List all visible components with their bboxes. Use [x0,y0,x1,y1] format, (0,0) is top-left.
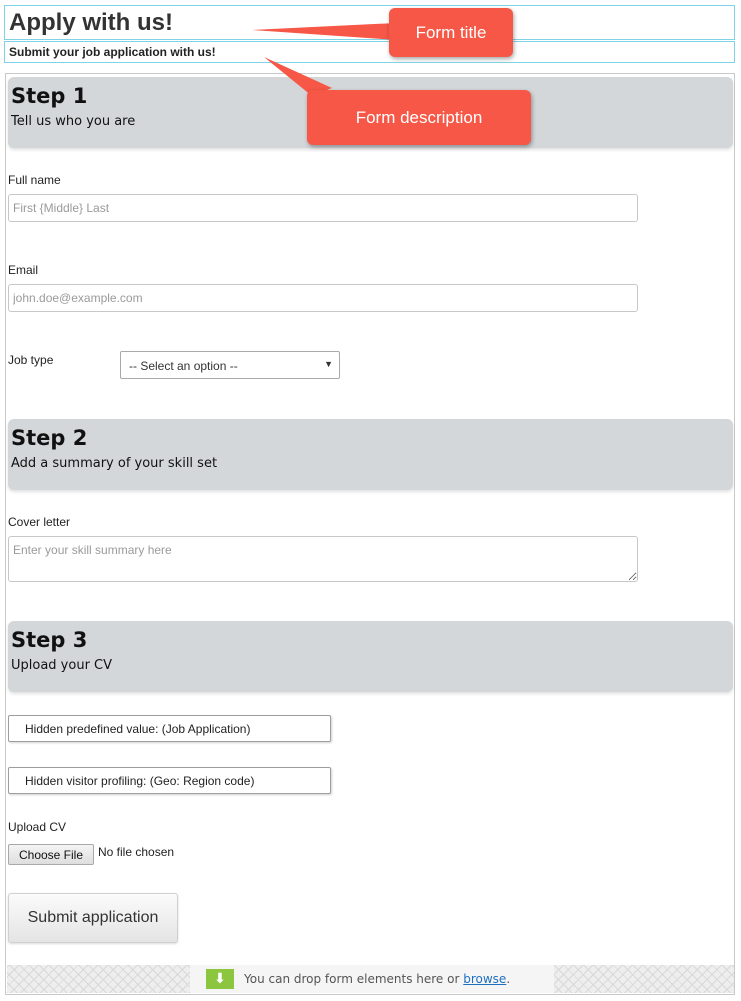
form-title-box[interactable] [4,5,735,40]
form-description-box[interactable] [4,41,735,63]
arrow-down-icon: ⬇ [206,969,234,989]
upload-cv-label: Upload CV [8,820,67,834]
job-type-selected-value: -- Select an option -- [129,359,238,373]
step-3-header [8,621,733,692]
browse-link[interactable]: browse [463,972,507,986]
email-label: Email [8,263,39,277]
drop-zone-message [190,965,554,993]
drop-zone-instruction: You can drop form elements here or [244,972,460,986]
step-2-header [8,419,733,490]
step-subtitle: Tell us who you are [11,114,136,129]
form-description: Submit your job application with us! [9,45,216,59]
form-title-callout: Form title [389,8,513,57]
email-input[interactable] [8,284,638,312]
drop-zone[interactable] [7,965,734,993]
form-title: Apply with us! [9,9,173,36]
step-title: Step 2 [11,426,88,450]
chevron-down-icon: ▼ [324,359,333,369]
step-subtitle: Upload your CV [11,658,113,673]
drop-zone-suffix: . [506,972,511,986]
step-title: Step 1 [11,84,88,108]
hidden-visitor-profiling-field[interactable] [8,767,331,794]
drop-zone-text [244,972,510,986]
full-name-input[interactable] [8,194,638,222]
cover-letter-label: Cover letter [8,515,71,529]
job-type-select[interactable] [120,351,340,379]
submit-application-button[interactable]: Submit application [8,893,178,943]
step-subtitle: Add a summary of your skill set [11,456,218,471]
form-description-callout: Form description [307,90,531,145]
cover-letter-textarea[interactable] [8,536,638,582]
hidden-field-label: Hidden visitor profiling: (Geo: Region code) [25,774,255,788]
hidden-field-label: Hidden predefined value: (Job Application) [25,722,251,736]
full-name-label: Full name [8,173,61,187]
step-title: Step 3 [11,628,88,652]
job-type-label: Job type [8,353,54,367]
hidden-predefined-value-field[interactable] [8,715,331,742]
choose-file-button[interactable]: Choose File [8,844,94,865]
file-status-text: No file chosen [98,845,175,859]
